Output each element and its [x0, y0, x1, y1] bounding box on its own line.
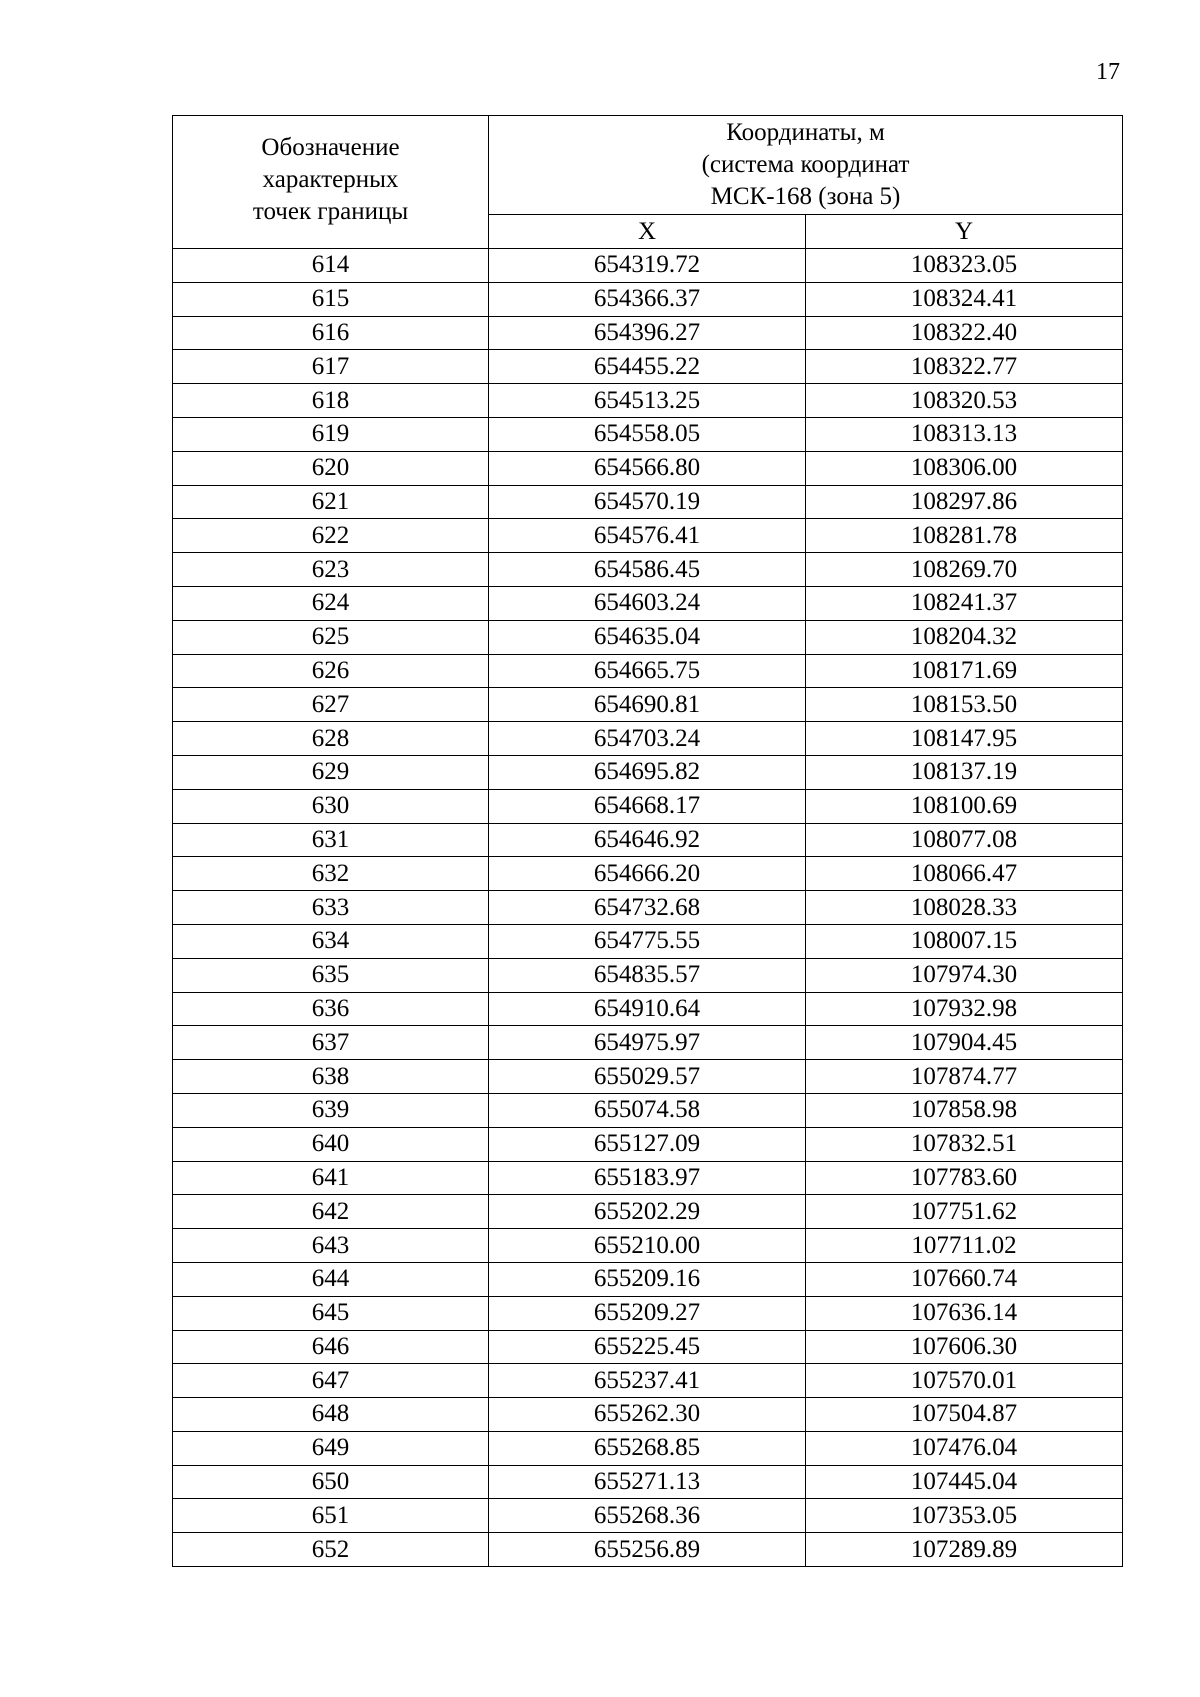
table-row — [173, 586, 1123, 620]
table-row — [173, 722, 1123, 756]
point-cell: 627 — [173, 688, 489, 722]
y-coordinate-cell: 107932.98 — [806, 992, 1123, 1026]
y-coordinate-cell: 108077.08 — [806, 823, 1123, 857]
y-coordinate-cell: 108137.19 — [806, 755, 1123, 789]
point-cell: 642 — [173, 1195, 489, 1229]
point-cell: 625 — [173, 620, 489, 654]
point-cell: 616 — [173, 316, 489, 350]
point-cell: 614 — [173, 249, 489, 283]
point-cell: 628 — [173, 722, 489, 756]
y-coordinate-cell: 107504.87 — [806, 1398, 1123, 1432]
point-cell: 644 — [173, 1262, 489, 1296]
x-coordinate-cell: 654666.20 — [489, 857, 806, 891]
table-row — [173, 1195, 1123, 1229]
point-cell: 634 — [173, 924, 489, 958]
x-coordinate-cell: 654576.41 — [489, 519, 806, 553]
table-row — [173, 384, 1123, 418]
table-body — [173, 249, 1123, 1567]
y-coordinate-cell: 107974.30 — [806, 958, 1123, 992]
x-coordinate-cell: 654635.04 — [489, 620, 806, 654]
table-row — [173, 1262, 1123, 1296]
point-cell: 651 — [173, 1499, 489, 1533]
y-coordinate-cell: 108171.69 — [806, 654, 1123, 688]
table-row — [173, 417, 1123, 451]
y-coordinate-cell: 107751.62 — [806, 1195, 1123, 1229]
table-row — [173, 1060, 1123, 1094]
x-coordinate-cell: 655256.89 — [489, 1533, 806, 1567]
y-coordinate-cell: 108153.50 — [806, 688, 1123, 722]
y-coordinate-cell: 108322.77 — [806, 350, 1123, 384]
y-coordinate-cell: 108007.15 — [806, 924, 1123, 958]
y-coordinate-cell: 108100.69 — [806, 789, 1123, 823]
table-row — [173, 1093, 1123, 1127]
x-coordinate-cell: 655237.41 — [489, 1364, 806, 1398]
x-coordinate-cell: 654668.17 — [489, 789, 806, 823]
coordinates-header — [489, 116, 1123, 215]
table-header — [173, 116, 1123, 249]
x-coordinate-cell: 655209.16 — [489, 1262, 806, 1296]
x-coordinate-cell: 654690.81 — [489, 688, 806, 722]
y-coordinate-cell: 107711.02 — [806, 1229, 1123, 1263]
table-row — [173, 1465, 1123, 1499]
x-coordinate-cell: 654703.24 — [489, 722, 806, 756]
y-coordinate-cell: 107289.89 — [806, 1533, 1123, 1567]
x-coordinate-cell: 655268.85 — [489, 1431, 806, 1465]
table-row — [173, 1161, 1123, 1195]
x-coordinate-cell: 654910.64 — [489, 992, 806, 1026]
point-cell: 618 — [173, 384, 489, 418]
table-row — [173, 1296, 1123, 1330]
table-row — [173, 789, 1123, 823]
x-coordinate-cell: 654319.72 — [489, 249, 806, 283]
point-cell: 630 — [173, 789, 489, 823]
x-coordinate-cell: 654732.68 — [489, 891, 806, 925]
y-coordinate-cell: 107832.51 — [806, 1127, 1123, 1161]
table-row — [173, 1398, 1123, 1432]
table-row — [173, 823, 1123, 857]
y-coordinate-cell: 108324.41 — [806, 282, 1123, 316]
point-cell: 638 — [173, 1060, 489, 1094]
x-coordinate-cell: 655225.45 — [489, 1330, 806, 1364]
coordinates-header-line: МСК-168 (зона 5) — [710, 183, 901, 210]
coordinates-header-line: Координаты, м — [726, 119, 885, 146]
x-coordinate-cell: 655262.30 — [489, 1398, 806, 1432]
y-coordinate-cell: 108269.70 — [806, 553, 1123, 587]
table-row — [173, 1026, 1123, 1060]
point-header-line: Обозначение — [261, 134, 400, 161]
point-cell: 636 — [173, 992, 489, 1026]
x-coordinate-cell: 654775.55 — [489, 924, 806, 958]
coordinates-table — [172, 115, 1123, 1567]
y-coordinate-cell: 108241.37 — [806, 586, 1123, 620]
table-row — [173, 350, 1123, 384]
table-row — [173, 688, 1123, 722]
table-row — [173, 451, 1123, 485]
y-coordinate-cell: 107904.45 — [806, 1026, 1123, 1060]
y-coordinate-cell: 107570.01 — [806, 1364, 1123, 1398]
x-coordinate-cell: 655268.36 — [489, 1499, 806, 1533]
point-header-line: точек границы — [252, 198, 409, 225]
table-row — [173, 891, 1123, 925]
y-coordinate-cell: 107636.14 — [806, 1296, 1123, 1330]
table-row — [173, 485, 1123, 519]
point-cell: 629 — [173, 755, 489, 789]
x-coordinate-cell: 654603.24 — [489, 586, 806, 620]
x-coordinate-cell: 654455.22 — [489, 350, 806, 384]
y-coordinate-cell: 108066.47 — [806, 857, 1123, 891]
table-row — [173, 1229, 1123, 1263]
y-coordinate-cell: 108306.00 — [806, 451, 1123, 485]
table-row — [173, 620, 1123, 654]
point-cell: 632 — [173, 857, 489, 891]
table-row — [173, 519, 1123, 553]
x-coordinate-cell: 654513.25 — [489, 384, 806, 418]
x-coordinate-cell: 654558.05 — [489, 417, 806, 451]
table-row — [173, 992, 1123, 1026]
point-cell: 646 — [173, 1330, 489, 1364]
x-coordinate-cell: 655271.13 — [489, 1465, 806, 1499]
x-coordinate-cell: 654570.19 — [489, 485, 806, 519]
y-coordinate-cell: 107353.05 — [806, 1499, 1123, 1533]
x-coordinate-cell: 655029.57 — [489, 1060, 806, 1094]
x-coordinate-cell: 654646.92 — [489, 823, 806, 857]
point-cell: 624 — [173, 586, 489, 620]
x-coordinate-cell: 654835.57 — [489, 958, 806, 992]
point-cell: 619 — [173, 417, 489, 451]
y-coordinate-cell: 107606.30 — [806, 1330, 1123, 1364]
x-coordinate-cell: 655210.00 — [489, 1229, 806, 1263]
x-coordinate-cell: 654695.82 — [489, 755, 806, 789]
x-coordinate-cell: 654366.37 — [489, 282, 806, 316]
y-coordinate-cell: 108322.40 — [806, 316, 1123, 350]
table-row — [173, 958, 1123, 992]
x-coordinate-cell: 654665.75 — [489, 654, 806, 688]
point-column-header — [173, 116, 489, 249]
point-cell: 635 — [173, 958, 489, 992]
page-number: 17 — [1096, 59, 1120, 85]
x-coordinate-cell: 654586.45 — [489, 553, 806, 587]
table-row — [173, 316, 1123, 350]
x-coordinate-cell: 655183.97 — [489, 1161, 806, 1195]
coordinates-header-line: (система координат — [701, 151, 910, 178]
point-cell: 637 — [173, 1026, 489, 1060]
point-cell: 623 — [173, 553, 489, 587]
y-coordinate-cell: 108028.33 — [806, 891, 1123, 925]
y-coordinate-cell: 107858.98 — [806, 1093, 1123, 1127]
point-cell: 647 — [173, 1364, 489, 1398]
table-row — [173, 1364, 1123, 1398]
point-header-line: характерных — [262, 166, 399, 193]
y-coordinate-cell: 107476.04 — [806, 1431, 1123, 1465]
y-coordinate-cell: 108323.05 — [806, 249, 1123, 283]
table-row — [173, 1499, 1123, 1533]
table-row — [173, 654, 1123, 688]
x-column-header: X — [489, 215, 806, 249]
point-cell: 643 — [173, 1229, 489, 1263]
y-coordinate-cell: 108281.78 — [806, 519, 1123, 553]
point-cell: 617 — [173, 350, 489, 384]
table-row — [173, 1127, 1123, 1161]
y-column-header: Y — [806, 215, 1123, 249]
table-row — [173, 857, 1123, 891]
x-coordinate-cell: 655209.27 — [489, 1296, 806, 1330]
y-coordinate-cell: 108297.86 — [806, 485, 1123, 519]
point-cell: 645 — [173, 1296, 489, 1330]
point-cell: 639 — [173, 1093, 489, 1127]
table-row — [173, 924, 1123, 958]
x-coordinate-cell: 654566.80 — [489, 451, 806, 485]
x-coordinate-cell: 655074.58 — [489, 1093, 806, 1127]
y-coordinate-cell: 108313.13 — [806, 417, 1123, 451]
table-row — [173, 755, 1123, 789]
table-row — [173, 282, 1123, 316]
point-cell: 631 — [173, 823, 489, 857]
x-coordinate-cell: 654975.97 — [489, 1026, 806, 1060]
point-cell: 649 — [173, 1431, 489, 1465]
y-coordinate-cell: 107874.77 — [806, 1060, 1123, 1094]
y-coordinate-cell: 108204.32 — [806, 620, 1123, 654]
table-row — [173, 1431, 1123, 1465]
y-coordinate-cell: 108147.95 — [806, 722, 1123, 756]
x-coordinate-cell: 654396.27 — [489, 316, 806, 350]
point-cell: 650 — [173, 1465, 489, 1499]
table-row — [173, 249, 1123, 283]
x-coordinate-cell: 655202.29 — [489, 1195, 806, 1229]
y-coordinate-cell: 107445.04 — [806, 1465, 1123, 1499]
point-cell: 615 — [173, 282, 489, 316]
x-coordinate-cell: 655127.09 — [489, 1127, 806, 1161]
point-cell: 641 — [173, 1161, 489, 1195]
table-row — [173, 1330, 1123, 1364]
point-cell: 622 — [173, 519, 489, 553]
y-coordinate-cell: 107783.60 — [806, 1161, 1123, 1195]
point-cell: 626 — [173, 654, 489, 688]
point-cell: 652 — [173, 1533, 489, 1567]
point-cell: 633 — [173, 891, 489, 925]
point-cell: 648 — [173, 1398, 489, 1432]
y-coordinate-cell: 107660.74 — [806, 1262, 1123, 1296]
table-row — [173, 553, 1123, 587]
y-coordinate-cell: 108320.53 — [806, 384, 1123, 418]
point-cell: 621 — [173, 485, 489, 519]
table-row — [173, 1533, 1123, 1567]
point-cell: 640 — [173, 1127, 489, 1161]
point-cell: 620 — [173, 451, 489, 485]
